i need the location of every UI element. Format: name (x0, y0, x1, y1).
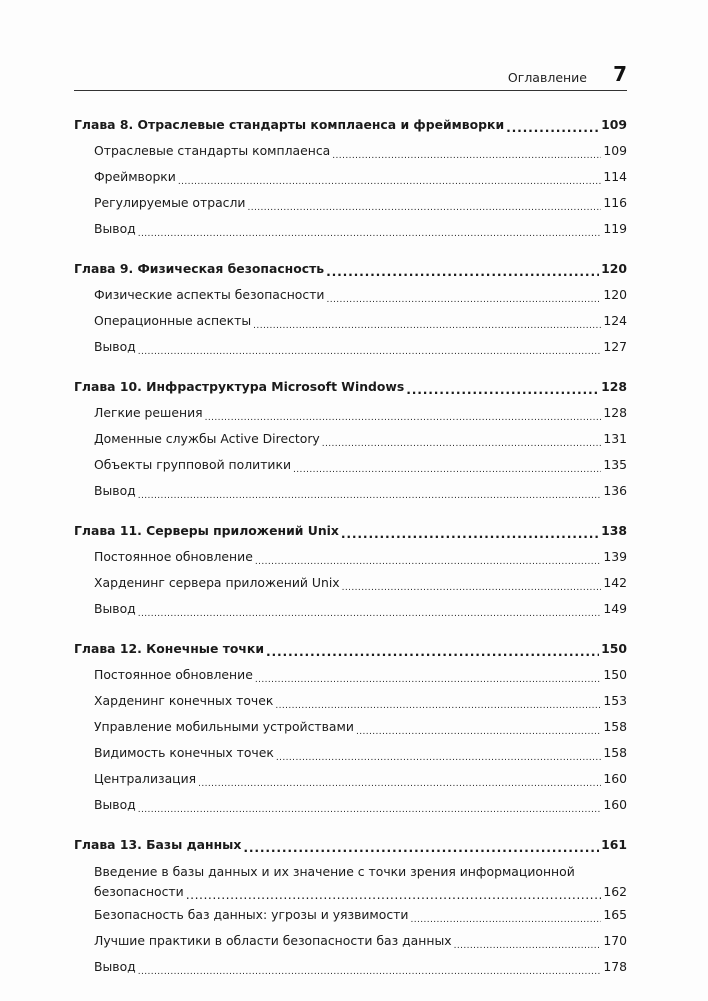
chapter-heading (74, 832, 627, 858)
dot-leader (247, 200, 601, 213)
dot-leader (341, 528, 599, 540)
chapter-page: 150 (601, 641, 627, 656)
entry-page: 158 (603, 719, 627, 734)
entry-title: Безопасность баз данных: угрозы и уязвимости (94, 907, 409, 922)
entry-title-line1: Введение в базы данных и их значение с точки зрения информационной (94, 864, 575, 879)
entry-page: 120 (603, 287, 627, 302)
dot-leader (138, 606, 602, 619)
dot-leader (255, 672, 602, 685)
entry-title: Управление мобильными устройствами (94, 719, 354, 734)
toc-entry (74, 662, 627, 688)
entry-page: 162 (603, 884, 627, 899)
chapter-title: Глава 9. Физическая безопасность (74, 261, 325, 276)
toc-entry (74, 740, 627, 766)
entry-page: 160 (603, 797, 627, 812)
toc-entry (74, 570, 627, 596)
entry-title: Объекты групповой политики (94, 457, 292, 472)
entry-page: 109 (603, 143, 627, 158)
running-header (74, 62, 627, 90)
entry-title: Отраслевые стандарты комплаенса (94, 143, 331, 158)
dot-leader (205, 410, 602, 423)
entry-title: Регулируемые отрасли (94, 195, 246, 210)
dot-leader (138, 964, 602, 977)
toc-entry (74, 282, 627, 308)
entry-title: Вывод (94, 339, 136, 354)
chapter-page: 161 (601, 837, 627, 852)
toc-entry (74, 308, 627, 334)
entry-page: 165 (603, 907, 627, 922)
toc-entry (74, 714, 627, 740)
toc-entry (74, 858, 627, 902)
entry-title: Операционные аспекты (94, 313, 252, 328)
entry-title: Вывод (94, 797, 136, 812)
entry-title: Вывод (94, 221, 136, 236)
entry-page: 150 (603, 667, 627, 682)
dot-leader (326, 266, 599, 278)
dot-leader (255, 554, 602, 567)
entry-title: Фреймворки (94, 169, 176, 184)
entry-page: 170 (603, 933, 627, 948)
chapter-10 (74, 374, 627, 504)
header-rule (74, 90, 627, 91)
chapter-title: Глава 8. Отраслевые стандарты комплаенса и фреймворки (74, 117, 505, 132)
entry-page: 114 (603, 169, 627, 184)
toc-entry (74, 954, 627, 980)
chapter-page: 120 (601, 261, 627, 276)
toc-entry (74, 688, 627, 714)
dot-leader (138, 802, 602, 815)
entry-title: Вывод (94, 959, 136, 974)
dot-leader (356, 724, 601, 737)
toc-entry (74, 766, 627, 792)
toc-entry (74, 164, 627, 190)
entry-page: 124 (603, 313, 627, 328)
toc-entry (74, 452, 627, 478)
dot-leader (332, 148, 601, 161)
entry-title: Постоянное обновление (94, 549, 253, 564)
entry-title: Лучшие практики в области безопасности баз данных (94, 933, 452, 948)
chapter-heading (74, 256, 627, 282)
entry-page: 178 (603, 959, 627, 974)
dot-leader (138, 344, 602, 357)
table-of-contents (74, 112, 627, 994)
chapter-8 (74, 112, 627, 242)
dot-leader (138, 226, 602, 239)
toc-entry (74, 334, 627, 360)
entry-title: Физические аспекты безопасности (94, 287, 325, 302)
dot-leader (186, 889, 602, 901)
toc-entry (74, 216, 627, 242)
chapter-heading (74, 636, 627, 662)
entry-title: Харденинг конечных точек (94, 693, 274, 708)
entry-page: 142 (603, 575, 627, 590)
dot-leader (275, 698, 601, 711)
toc-entry (74, 426, 627, 452)
chapter-heading (74, 374, 627, 400)
entry-page: 160 (603, 771, 627, 786)
chapter-13 (74, 832, 627, 980)
chapter-title: Глава 13. Базы данных (74, 837, 242, 852)
dot-leader (406, 384, 599, 396)
dot-leader (342, 580, 602, 593)
entry-title: Вывод (94, 483, 136, 498)
toc-entry (74, 478, 627, 504)
chapter-title: Глава 11. Серверы приложений Unix (74, 523, 339, 538)
dot-leader (293, 462, 601, 475)
entry-title: Легкие решения (94, 405, 203, 420)
chapter-title: Глава 10. Инфраструктура Microsoft Windows (74, 379, 405, 394)
entry-page: 131 (603, 431, 627, 446)
entry-page: 158 (603, 745, 627, 760)
running-header-title: Оглавление (507, 70, 587, 85)
dot-leader (266, 646, 599, 658)
entry-title: Централизация (94, 771, 197, 786)
dot-leader (178, 174, 602, 187)
entry-page: 135 (603, 457, 627, 472)
entry-page: 116 (603, 195, 627, 210)
toc-entry (74, 792, 627, 818)
toc-entry (74, 902, 627, 928)
chapter-page: 138 (601, 523, 627, 538)
chapter-11 (74, 518, 627, 622)
dot-leader (138, 488, 602, 501)
dot-leader (253, 318, 601, 331)
toc-entry (74, 928, 627, 954)
chapter-12 (74, 636, 627, 818)
entry-page: 128 (603, 405, 627, 420)
dot-leader (454, 938, 602, 951)
chapter-page: 128 (601, 379, 627, 394)
page-number: 7 (613, 62, 627, 86)
chapter-heading (74, 112, 627, 138)
dot-leader (243, 842, 599, 854)
entry-title-line2: безопасности (94, 884, 184, 899)
entry-title: Харденинг сервера приложений Unix (94, 575, 340, 590)
entry-page: 136 (603, 483, 627, 498)
dot-leader (198, 776, 601, 789)
entry-title: Постоянное обновление (94, 667, 253, 682)
entry-page: 149 (603, 601, 627, 616)
entry-second-line (94, 882, 627, 902)
chapter-heading (74, 518, 627, 544)
toc-entry (74, 400, 627, 426)
chapter-page: 109 (601, 117, 627, 132)
entry-page: 139 (603, 549, 627, 564)
dot-leader (410, 912, 601, 925)
dot-leader (326, 292, 601, 305)
dot-leader (276, 750, 601, 763)
entry-page: 153 (603, 693, 627, 708)
entry-title: Вывод (94, 601, 136, 616)
toc-entry (74, 596, 627, 622)
entry-page: 127 (603, 339, 627, 354)
toc-entry (74, 190, 627, 216)
entry-title: Видимость конечных точек (94, 745, 274, 760)
toc-entry (74, 544, 627, 570)
toc-entry (74, 138, 627, 164)
dot-leader (506, 122, 599, 134)
entry-title: Доменные службы Active Directory (94, 431, 320, 446)
entry-page: 119 (603, 221, 627, 236)
chapter-title: Глава 12. Конечные точки (74, 641, 264, 656)
dot-leader (322, 436, 602, 449)
chapter-9 (74, 256, 627, 360)
